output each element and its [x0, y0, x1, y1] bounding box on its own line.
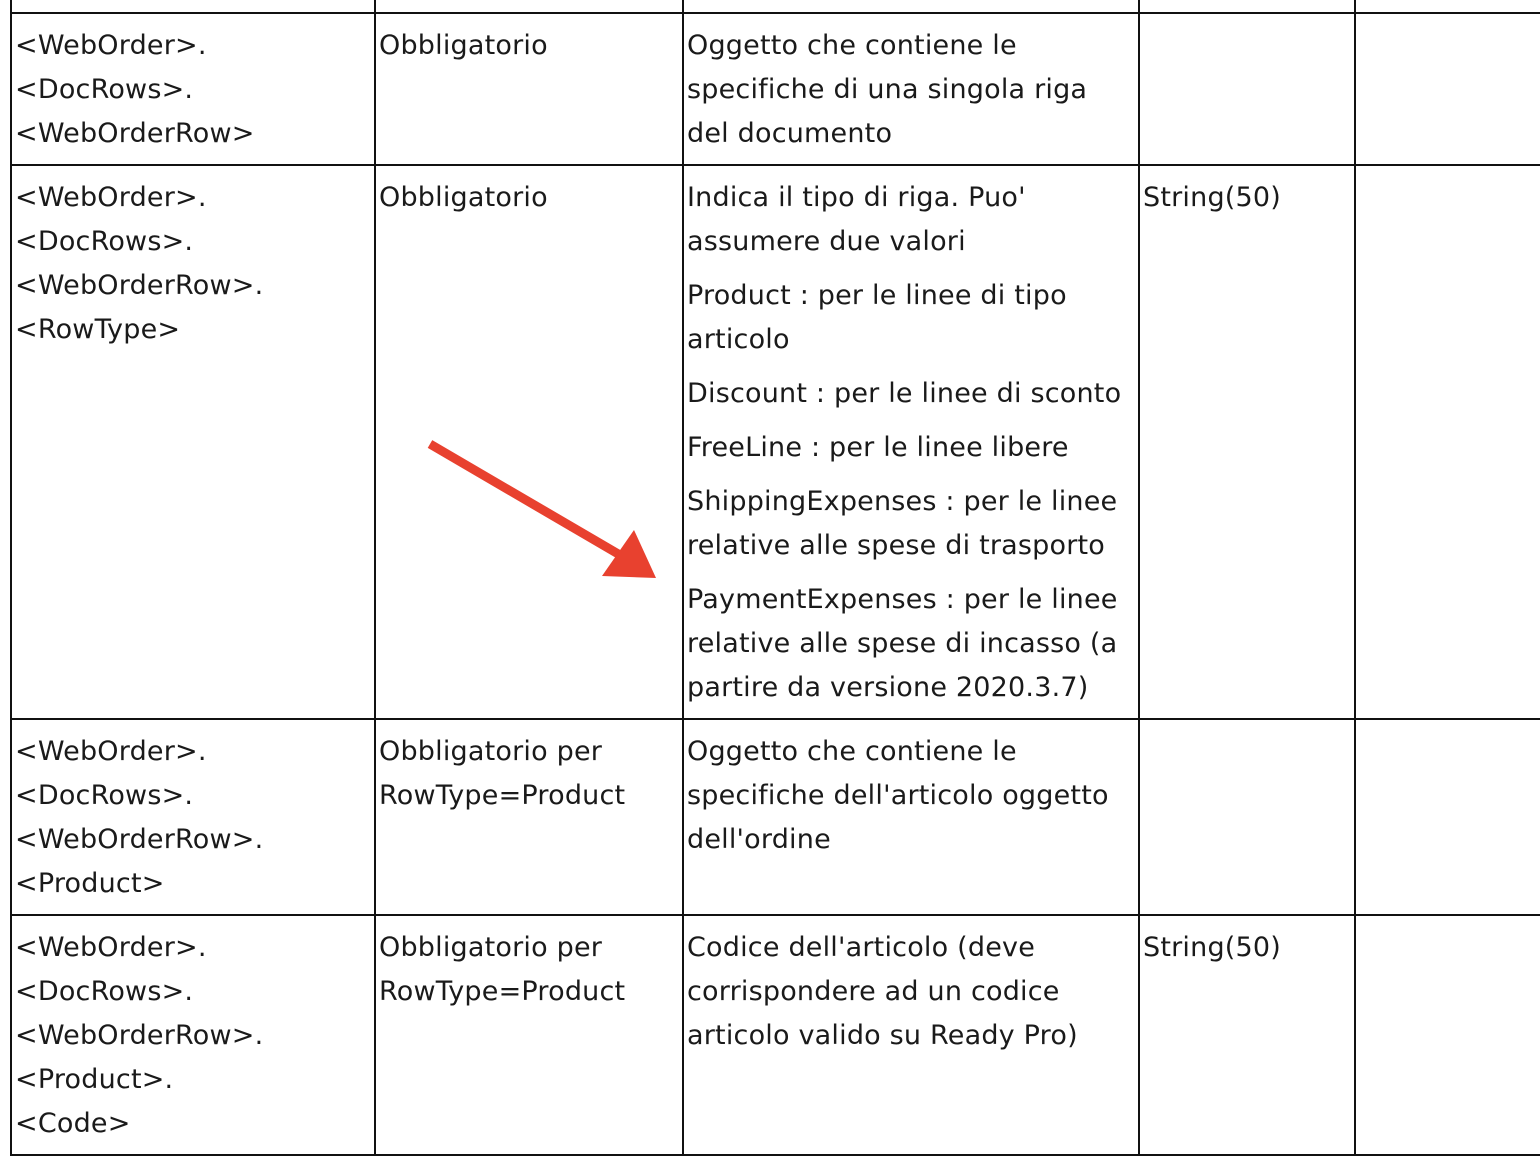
- specification-table: [10, 0, 1540, 1156]
- cell-type: [1139, 0, 1355, 13]
- cell-notes: [1355, 719, 1540, 915]
- field-path-line: <Product>: [15, 868, 165, 899]
- requirement-line: Obbligatorio: [379, 30, 548, 61]
- cell-type: [1139, 719, 1355, 915]
- field-path-line: <Code>: [15, 1108, 131, 1139]
- description-line: specifiche di una singola riga: [687, 74, 1088, 105]
- description-line: dell'ordine: [687, 824, 831, 855]
- field-path-line: <DocRows>.: [15, 976, 194, 1007]
- cell-notes: [1355, 915, 1540, 1155]
- field-path-line: <WebOrderRow>.: [15, 1020, 264, 1051]
- cell-field-path: [11, 13, 375, 165]
- description-paragraph: [687, 730, 1135, 862]
- description-line: Codice dell'articolo (deve: [687, 932, 1035, 963]
- cell-requirement: [375, 13, 683, 165]
- description-line: partire da versione 2020.3.7): [687, 672, 1089, 703]
- field-path-line: <WebOrder>.: [15, 736, 207, 767]
- description-line: del documento: [687, 118, 893, 149]
- field-path-line: <DocRows>.: [15, 780, 194, 811]
- description-line: PaymentExpenses : per le linee: [687, 584, 1118, 615]
- cell-requirement: [375, 915, 683, 1155]
- table-row: [11, 13, 1540, 165]
- description-line: Oggetto che contiene le: [687, 30, 1017, 61]
- description-paragraph: [687, 176, 1135, 264]
- description-paragraph: [687, 578, 1135, 710]
- table-row: [11, 915, 1540, 1155]
- field-path-line: <WebOrder>.: [15, 932, 207, 963]
- cell-description: [683, 719, 1139, 915]
- cell-requirement: [375, 719, 683, 915]
- description-line: relative alle spese di incasso (a: [687, 628, 1118, 659]
- type-text: String(50): [1143, 932, 1282, 963]
- description-paragraph: [687, 24, 1135, 156]
- table-row: [11, 719, 1540, 915]
- description-line: corrispondere ad un codice: [687, 976, 1060, 1007]
- cell-notes: [1355, 165, 1540, 719]
- description-line: FreeLine : per le linee libere: [687, 432, 1069, 463]
- description-line: Oggetto che contiene le: [687, 736, 1017, 767]
- cell-description: [683, 165, 1139, 719]
- field-path-line: <WebOrderRow>.: [15, 824, 264, 855]
- requirement-line: Obbligatorio per: [379, 736, 603, 767]
- cell-notes: [1355, 13, 1540, 165]
- cell-type: [1139, 13, 1355, 165]
- description-line: articolo valido su Ready Pro): [687, 1020, 1078, 1051]
- field-path-line: <RowType>: [15, 314, 181, 345]
- cell-field-path: [11, 165, 375, 719]
- description-line: Product : per le linee di tipo: [687, 280, 1067, 311]
- cell-description: [683, 0, 1139, 13]
- requirement-line: RowType=Product: [379, 976, 626, 1007]
- cell-field-path: [11, 915, 375, 1155]
- cell-type: [1139, 165, 1355, 719]
- description-paragraph: [687, 426, 1135, 470]
- cell-field-path: [11, 719, 375, 915]
- cell-description: [683, 13, 1139, 165]
- field-path-line: <WebOrder>.: [15, 30, 207, 61]
- description-paragraph: [687, 274, 1135, 362]
- description-paragraph: [687, 372, 1135, 416]
- cell-notes: [1355, 0, 1540, 13]
- field-path-line: <WebOrderRow>.: [15, 270, 264, 301]
- description-line: Discount : per le linee di sconto: [687, 378, 1122, 409]
- requirement-line: Obbligatorio: [379, 182, 548, 213]
- field-path-line: <Product>.: [15, 1064, 174, 1095]
- description-paragraph: [687, 480, 1135, 568]
- cell-description: [683, 915, 1139, 1155]
- type-text: String(50): [1143, 182, 1282, 213]
- table-row: [11, 0, 1540, 13]
- cell-field-path: [11, 0, 375, 13]
- description-line: articolo: [687, 324, 790, 355]
- table-body: [11, 0, 1540, 1155]
- description-line: Indica il tipo di riga. Puo': [687, 182, 1026, 213]
- description-line: relative alle spese di trasporto: [687, 530, 1106, 561]
- cell-type: [1139, 915, 1355, 1155]
- cell-requirement: [375, 165, 683, 719]
- field-path-line: <WebOrder>.: [15, 182, 207, 213]
- description-line: specifiche dell'articolo oggetto: [687, 780, 1109, 811]
- table-row: [11, 165, 1540, 719]
- field-path-line: <WebOrderRow>: [15, 118, 255, 149]
- description-line: ShippingExpenses : per le linee: [687, 486, 1118, 517]
- requirement-line: Obbligatorio per: [379, 932, 603, 963]
- field-path-line: <DocRows>.: [15, 74, 194, 105]
- description-line: assumere due valori: [687, 226, 966, 257]
- field-path-line: <DocRows>.: [15, 226, 194, 257]
- cell-requirement: [375, 0, 683, 13]
- requirement-line: RowType=Product: [379, 780, 626, 811]
- description-paragraph: [687, 926, 1135, 1058]
